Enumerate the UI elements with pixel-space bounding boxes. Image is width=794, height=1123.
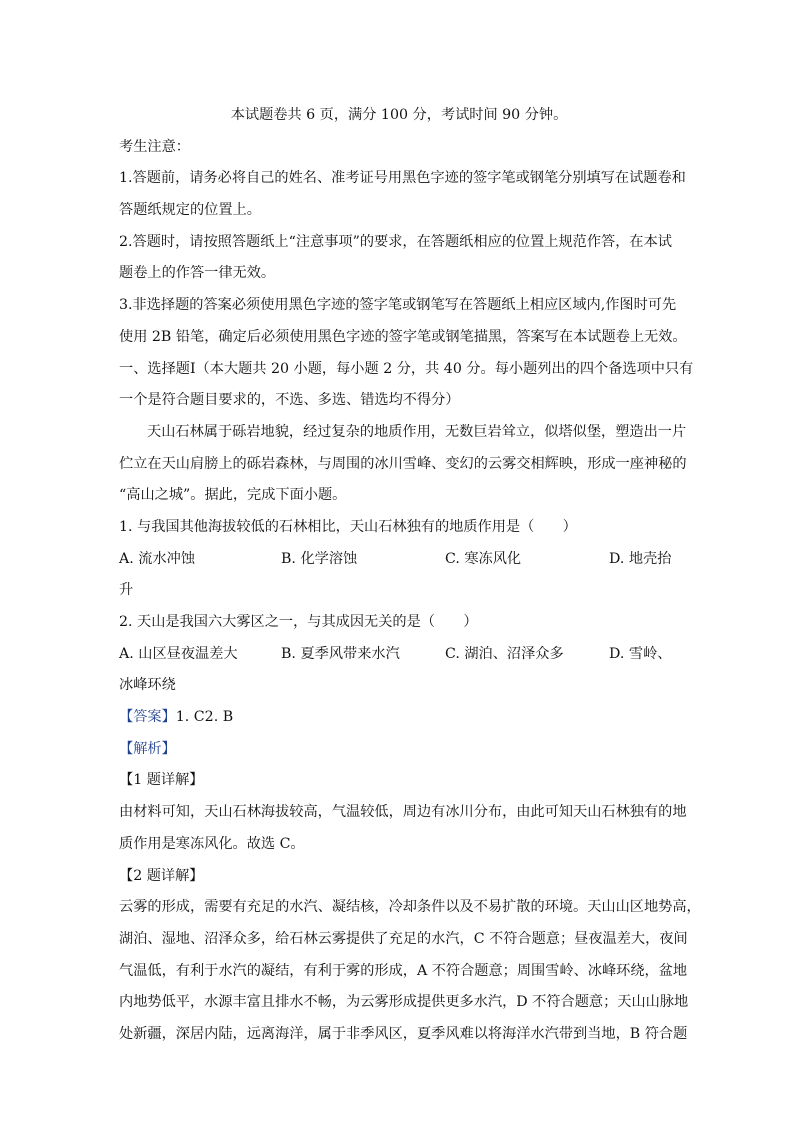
detail-2-line-4: 内地势低平，水源丰富且排水不畅，为云雾形成提供更多水汽，D 不符合题意；天山山脉地 — [119, 994, 689, 1011]
detail-1-line-1: 由材料可知，天山石林海拔较高，气温较低，周边有冰川分布，由此可知天山石林独有的地 — [119, 804, 687, 821]
exam-intro: 本试题卷共 6 页，满分 100 分，考试时间 90 分钟。 — [230, 107, 568, 123]
notice-item-3-line-1: 3.非选择题的答案必须使用黑色字迹的签字笔或钢笔写在答题纸上相应区域内,作图时可先 — [119, 297, 677, 314]
question-2-options — [119, 639, 679, 671]
notice-item-1-line-1: 1.答题前，请务必将自己的姓名、准考证号用黑色字迹的签字笔或钢笔分别填写在试题卷和 — [119, 170, 686, 187]
question-2-stem: 2. 天山是我国六大雾区之一，与其成因无关的是（ ） — [119, 614, 478, 630]
analysis-tag: 【解析】 — [119, 740, 176, 757]
passage-line-2: 伫立在天山肩膀上的砾岩森林，与周围的冰川雪峰、变幻的云雾交相辉映，形成一座神秘的 — [119, 455, 687, 472]
notice-item-3-line-2: 使用 2B 铅笔，确定后必须使用黑色字迹的签字笔或钢笔描黑，答案写在本试题卷上无效。 — [119, 328, 687, 345]
detail-2-line-3: 气温低，有利于水汽的凝结，有利于雾的形成，A 不符合题意；周围雪岭、冰峰环绕，盆地 — [119, 962, 688, 979]
detail-2-line-5: 处新疆，深居内陆，远离海洋，属于非季风区，夏季风难以将海洋水汽带到当地，B 符合题 — [119, 1025, 688, 1042]
question-1-options — [119, 544, 679, 576]
section-heading-line-2: 一个是符合题目要求的，不选、多选、错选均不得分） — [119, 392, 460, 409]
question-1-option-d: D. 地壳抬 — [609, 550, 672, 567]
question-1-option-c: C. 寒冻风化 — [445, 550, 522, 567]
detail-2-heading: 【2 题详解】 — [119, 867, 204, 884]
section-heading-line-1: 一、选择题Ⅰ（本大题共 20 小题，每小题 2 分，共 40 分。每小题列出的四个备选项中只有 — [119, 360, 694, 377]
notice-title: 考生注意： — [119, 138, 190, 155]
answer-value: 1. C2. B — [175, 709, 234, 726]
detail-2-line-2: 湖泊、湿地、沼泽众多，给石林云雾提供了充足的水汽，C 不符合题意；昼夜温差大，夜间 — [119, 930, 688, 947]
question-2-option-d-wrap: 冰峰环绕 — [119, 677, 176, 694]
detail-1-heading: 【1 题详解】 — [119, 772, 204, 789]
notice-item-2-line-1: 2.答题时，请按照答题纸上“注意事项”的要求，在答题纸相应的位置上规范作答，在本试 — [119, 233, 672, 250]
question-2-option-d: D. 雪岭、 — [609, 645, 672, 662]
question-2-option-b: B. 夏季风带来水汽 — [281, 645, 400, 662]
question-1-option-a: A. 流水冲蚀 — [119, 550, 196, 567]
passage-line-3: “高山之城”。据此，完成下面小题。 — [119, 487, 347, 504]
notice-item-2-line-2: 题卷上的作答一律无效。 — [119, 265, 276, 282]
question-2-option-c: C. 湖泊、沼泽众多 — [445, 645, 564, 662]
detail-2-line-1: 云雾的形成，需要有充足的水汽、凝结核，冷却条件以及不易扩散的环境。天山山区地势高， — [119, 899, 701, 916]
question-2-option-a: A. 山区昼夜温差大 — [119, 645, 238, 662]
detail-1-line-2: 质作用是寒冻风化。故选 C。 — [119, 835, 305, 852]
answer-line — [119, 702, 679, 734]
question-1-option-b: B. 化学溶蚀 — [281, 550, 358, 567]
question-1-option-d-wrap: 升 — [119, 582, 134, 599]
analysis-line — [119, 734, 679, 766]
page-content — [119, 100, 701, 1051]
passage-line-1: 天山石林属于砾岩地貌，经过复杂的地质作用，无数巨岩耸立，似塔似堡，塑造出一片 — [147, 423, 687, 440]
question-1-stem: 1. 与我国其他海拔较低的石林相比，天山石林独有的地质作用是（ ） — [119, 518, 577, 535]
notice-item-1-line-2: 答题纸规定的位置上。 — [119, 202, 261, 219]
answer-tag: 【答案】 — [119, 709, 176, 726]
